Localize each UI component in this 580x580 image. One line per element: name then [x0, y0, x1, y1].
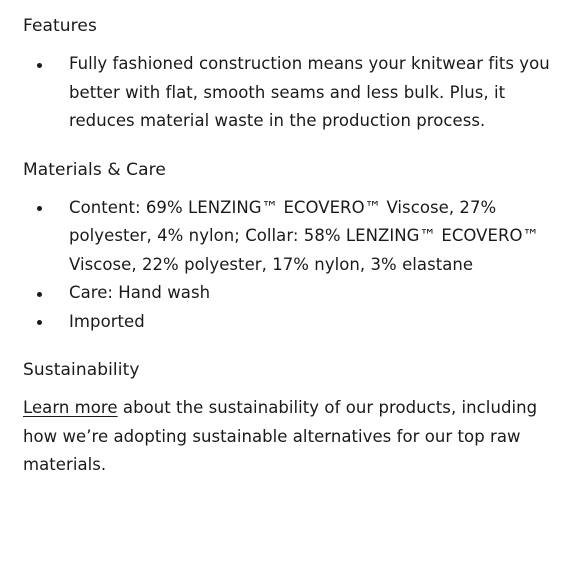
- list-item: Imported: [23, 308, 568, 337]
- list-item: Content: 69% LENZING™ ECOVERO™ Viscose, 27% polyester, 4% nylon; Collar: 58% LENZING™ ECOVERO™ Viscose, 22% polyester, 17% nylon, 3% elastane: [23, 194, 568, 280]
- features-heading: Features: [23, 16, 97, 36]
- sustainability-paragraph: [23, 394, 568, 480]
- sustainability-text: about the sustainability of our products, including how we’re adopting sustainable alternatives for our top raw materials.: [23, 398, 538, 474]
- materials-care-list: [23, 194, 568, 337]
- materials-care-heading: Materials & Care: [23, 159, 166, 180]
- features-list: [23, 50, 568, 136]
- list-item: Fully fashioned construction means your knitwear fits you better with flat, smooth seams and less bulk. Plus, it reduces material waste in the production process.: [23, 50, 568, 136]
- product-details: [23, 14, 568, 480]
- sustainability-heading: Sustainability: [23, 360, 140, 380]
- learn-more-link[interactable]: Learn more: [23, 398, 118, 417]
- list-item: Care: Hand wash: [23, 279, 568, 308]
